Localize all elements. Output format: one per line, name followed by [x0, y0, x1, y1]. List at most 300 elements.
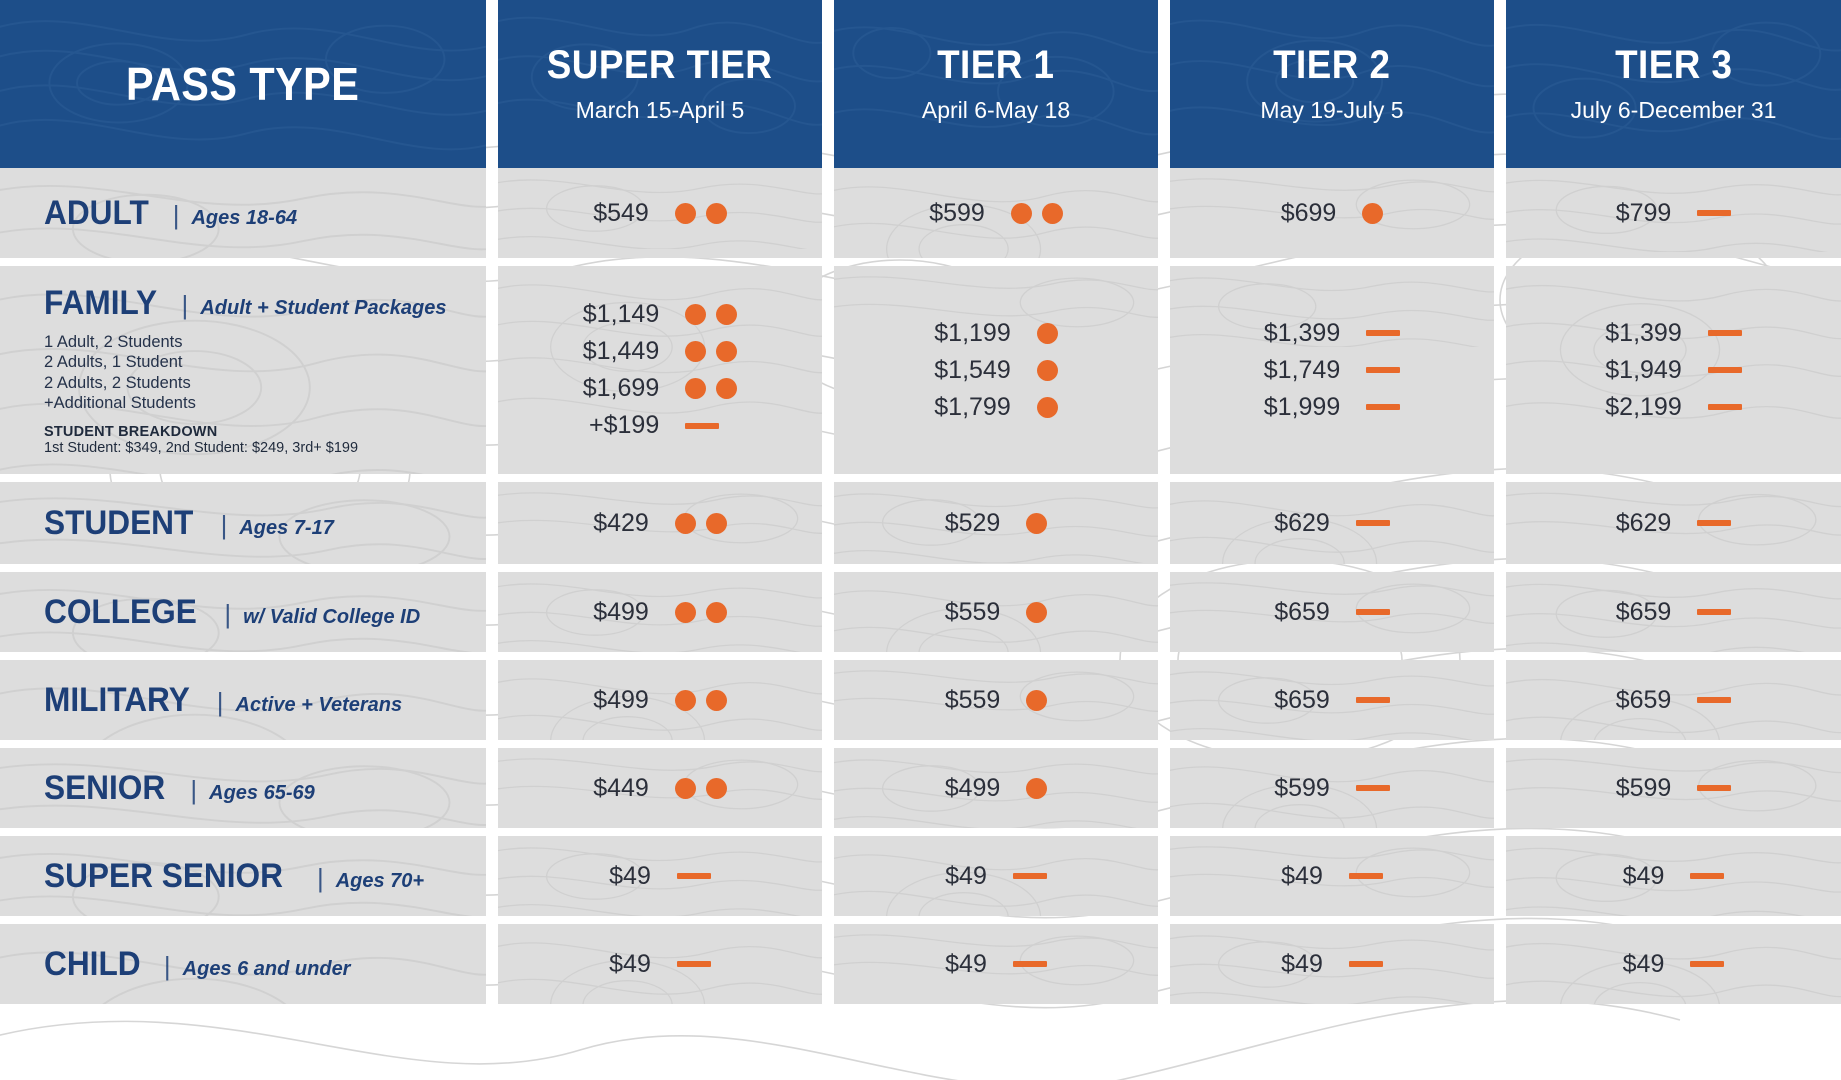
price-value: $1,949 [1605, 355, 1682, 384]
price-value: $499 [593, 685, 649, 714]
pass-type-note: Ages 70+ [335, 869, 425, 892]
price-cell-tier-2 [1164, 748, 1500, 836]
price-value: $1,699 [582, 374, 660, 402]
price-content [498, 660, 822, 740]
price-value: $1,399 [1605, 318, 1682, 347]
price-band [498, 572, 822, 652]
price-list [945, 594, 1001, 631]
marker-row [1011, 195, 1063, 232]
row-label-content [0, 660, 486, 740]
student-breakdown-text: 1st Student: $349, 2nd Student: $249, 3rd+ $199 [44, 440, 359, 457]
price-value: $529 [944, 508, 1001, 537]
price-content [1170, 168, 1494, 258]
price-band [1170, 748, 1494, 828]
availability-markers [675, 195, 727, 232]
marker-row [677, 858, 711, 895]
label-divider: | [220, 509, 228, 540]
row-label-band [0, 572, 486, 652]
price-value: $1,749 [1263, 355, 1341, 384]
dash-marker-icon [1697, 697, 1731, 703]
price-cell-tier-3 [1500, 482, 1841, 572]
dot-marker-icon [716, 378, 737, 399]
price-value: $429 [593, 508, 649, 537]
label-divider: | [181, 289, 189, 320]
column-tier-2 [1164, 0, 1500, 168]
row-label-line [44, 284, 486, 323]
price-list [945, 770, 1001, 807]
price-content [498, 168, 822, 258]
price-band [1170, 572, 1494, 652]
dash-marker-icon [1366, 367, 1400, 373]
availability-markers [675, 505, 727, 542]
row-label-cell [0, 266, 492, 482]
price-cell-tier-1 [828, 836, 1164, 924]
price-value: $49 [1281, 949, 1323, 978]
column-tier-3 [1500, 0, 1841, 168]
price-list [1274, 682, 1330, 719]
price-value: $2,199 [1605, 392, 1682, 421]
price-content [1506, 266, 1841, 474]
marker-row [1690, 946, 1724, 983]
table-row [0, 266, 1841, 482]
table-row [0, 924, 1841, 1012]
price-cell-tier-2 [1164, 924, 1500, 1012]
dot-marker-icon [685, 378, 706, 399]
availability-markers [1026, 594, 1047, 631]
price-content [498, 836, 822, 916]
row-label-cell [0, 572, 492, 660]
price-value: $1,799 [934, 392, 1011, 421]
price-value: $49 [609, 861, 651, 890]
header-dates-tier-1: April 6-May 18 [921, 96, 1071, 123]
marker-row [1366, 315, 1400, 352]
price-list [1616, 195, 1672, 232]
availability-markers [1026, 505, 1047, 542]
marker-row [1026, 770, 1047, 807]
pass-type-name: STUDENT [44, 503, 194, 542]
price-value: $799 [1615, 198, 1672, 227]
marker-row [1362, 195, 1383, 232]
price-cell-tier-2 [1164, 266, 1500, 482]
price-cell-super-tier [492, 660, 828, 748]
dot-marker-icon [716, 304, 737, 325]
row-label-band [0, 924, 486, 1004]
marker-row [685, 296, 737, 333]
availability-markers [1013, 858, 1047, 895]
package-detail-item: 2 Adults, 1 Student [44, 353, 183, 372]
dash-marker-icon [1356, 785, 1390, 791]
price-value: $629 [1615, 508, 1672, 537]
marker-row [1356, 682, 1390, 719]
availability-markers [675, 682, 727, 719]
dot-marker-icon [1026, 690, 1047, 711]
marker-row [677, 946, 711, 983]
price-content [1506, 748, 1841, 828]
marker-row [675, 505, 727, 542]
column-super-tier [492, 0, 828, 168]
price-band [834, 168, 1158, 258]
price-value: $499 [593, 597, 649, 626]
availability-markers [1013, 946, 1047, 983]
availability-markers [1349, 858, 1383, 895]
price-band [498, 482, 822, 564]
marker-row [1013, 858, 1047, 895]
price-cell-tier-1 [828, 572, 1164, 660]
price-band [498, 924, 822, 1004]
row-label-cell [0, 482, 492, 572]
availability-markers [1362, 195, 1383, 232]
price-value: $659 [1615, 597, 1672, 626]
pass-type-name: CHILD [44, 944, 141, 983]
price-value: $499 [944, 773, 1001, 802]
availability-markers [1356, 505, 1390, 542]
price-band [1170, 660, 1494, 740]
student-breakdown-title: STUDENT BREAKDOWN [44, 424, 218, 441]
dash-marker-icon [1349, 873, 1383, 879]
price-band [1506, 572, 1841, 652]
header-dates-tier-3: July 6-December 31 [1570, 96, 1777, 123]
marker-row [685, 407, 719, 444]
package-detail-item: 1 Adult, 2 Students [44, 332, 183, 351]
price-value: $699 [1280, 198, 1337, 227]
row-label-line [44, 681, 486, 720]
price-content [834, 924, 1158, 1004]
price-value: $1,999 [1263, 392, 1341, 421]
price-content [498, 748, 822, 828]
price-list [1281, 946, 1323, 983]
dot-marker-icon [706, 690, 727, 711]
dot-marker-icon [706, 203, 727, 224]
price-cell-super-tier [492, 482, 828, 572]
price-value: $599 [1274, 773, 1330, 802]
header-title-pass-type: PASS TYPE [126, 58, 360, 110]
marker-row [1037, 389, 1058, 426]
dot-marker-icon [1026, 513, 1047, 534]
row-label-band [0, 836, 486, 916]
price-content [834, 836, 1158, 916]
availability-markers [1356, 594, 1390, 631]
availability-markers [1026, 682, 1047, 719]
price-value: $1,399 [1263, 318, 1341, 347]
price-list [593, 770, 649, 807]
price-content [1170, 924, 1494, 1004]
price-list [1274, 594, 1330, 631]
price-content [498, 572, 822, 652]
availability-markers [1697, 594, 1731, 631]
price-value: $1,199 [934, 318, 1011, 347]
price-band [834, 266, 1158, 474]
availability-markers [1026, 770, 1047, 807]
price-list [1616, 682, 1672, 719]
marker-row [1356, 505, 1390, 542]
dash-marker-icon [1697, 210, 1731, 216]
price-band [498, 748, 822, 828]
row-label-content [0, 924, 486, 1004]
marker-row [1708, 315, 1742, 352]
price-cell-tier-2 [1164, 482, 1500, 572]
price-cell-tier-3 [1500, 748, 1841, 836]
price-band [498, 660, 822, 740]
row-label-line [44, 194, 486, 233]
price-list [609, 858, 651, 895]
package-detail-item: +Additional Students [44, 393, 196, 412]
table-row [0, 168, 1841, 266]
price-band [1506, 266, 1841, 474]
header-dates-tier-2: May 19-July 5 [1260, 96, 1404, 123]
price-content [834, 748, 1158, 828]
price-cell-tier-3 [1500, 836, 1841, 924]
availability-markers [675, 770, 727, 807]
price-band [1506, 836, 1841, 916]
price-value: $1,449 [582, 337, 660, 365]
price-band [834, 482, 1158, 564]
price-value: $659 [1274, 685, 1330, 714]
price-cell-tier-1 [828, 168, 1164, 266]
dot-marker-icon [1037, 360, 1058, 381]
price-list [593, 505, 649, 542]
price-cell-tier-1 [828, 924, 1164, 1012]
label-divider: | [172, 199, 180, 230]
price-content [1170, 660, 1494, 740]
price-list [945, 858, 987, 895]
table-row [0, 748, 1841, 836]
pass-type-name: SUPER SENIOR [44, 856, 283, 895]
price-content [1170, 836, 1494, 916]
price-list [1274, 505, 1330, 542]
marker-row [675, 195, 727, 232]
price-list [1281, 858, 1323, 895]
marker-row [1037, 315, 1058, 352]
availability-markers [675, 594, 727, 631]
marker-row [1356, 770, 1390, 807]
pass-type-name: ADULT [44, 193, 149, 232]
price-value: $599 [929, 198, 985, 227]
package-detail-list [44, 333, 486, 415]
price-band [1170, 266, 1494, 474]
marker-row [1697, 682, 1731, 719]
price-cell-tier-2 [1164, 572, 1500, 660]
price-band [1170, 924, 1494, 1004]
price-cell-super-tier [492, 924, 828, 1012]
pass-type-name: SENIOR [44, 768, 166, 807]
marker-row [1356, 594, 1390, 631]
price-value: $49 [1281, 861, 1323, 890]
price-content [498, 266, 822, 474]
price-cell-tier-2 [1164, 660, 1500, 748]
row-label-line [44, 857, 486, 896]
row-label-band [0, 748, 486, 828]
marker-row [1349, 858, 1383, 895]
price-list [593, 594, 649, 631]
marker-row [675, 594, 727, 631]
dash-marker-icon [677, 961, 711, 967]
price-value: $659 [1615, 685, 1672, 714]
marker-row [1026, 682, 1047, 719]
pass-type-name: MILITARY [44, 680, 190, 719]
row-label-content [0, 836, 486, 916]
price-cell-super-tier [492, 572, 828, 660]
header-dates-super-tier: March 15-April 5 [575, 96, 745, 123]
dot-marker-icon [1037, 397, 1058, 418]
dash-marker-icon [1708, 367, 1742, 373]
row-label-cell [0, 168, 492, 266]
dot-marker-icon [675, 513, 696, 534]
label-divider: | [190, 774, 198, 805]
price-cell-tier-3 [1500, 924, 1841, 1012]
dot-marker-icon [706, 602, 727, 623]
label-divider: | [316, 862, 324, 893]
price-list [1616, 594, 1672, 631]
availability-markers [1697, 505, 1731, 542]
marker-row [685, 333, 737, 370]
price-content [1170, 266, 1494, 474]
price-band [498, 836, 822, 916]
price-value: $559 [944, 597, 1001, 626]
price-list [1623, 858, 1665, 895]
availability-markers [1697, 682, 1731, 719]
marker-row [675, 770, 727, 807]
header-title-tier-3: TIER 3 [1614, 42, 1733, 87]
row-label-content [0, 266, 486, 474]
marker-row [1026, 594, 1047, 631]
price-value: $659 [1274, 597, 1330, 626]
pass-type-note: Ages 6 and under [182, 957, 351, 980]
header-title-tier-1: TIER 1 [937, 42, 1055, 87]
availability-markers [677, 946, 711, 983]
price-cell-super-tier [492, 836, 828, 924]
price-value: $49 [609, 949, 651, 978]
price-value: $1,149 [582, 300, 660, 328]
marker-row [1366, 352, 1400, 389]
price-content [1506, 572, 1841, 652]
availability-markers [1011, 195, 1063, 232]
availability-markers [1349, 946, 1383, 983]
availability-markers [1356, 770, 1390, 807]
row-label-content [0, 748, 486, 828]
package-detail-item: 2 Adults, 2 Students [44, 373, 191, 392]
dash-marker-icon [1356, 609, 1390, 615]
dot-marker-icon [716, 341, 737, 362]
price-value: $49 [945, 949, 987, 978]
price-content [498, 482, 822, 564]
table-row [0, 660, 1841, 748]
dash-marker-icon [1366, 404, 1400, 410]
price-cell-tier-3 [1500, 660, 1841, 748]
label-divider: | [163, 950, 171, 981]
price-list [1264, 315, 1340, 426]
dot-marker-icon [706, 513, 727, 534]
price-content [1506, 924, 1841, 1004]
marker-row [1349, 946, 1383, 983]
header-cell-tier-1 [834, 0, 1158, 168]
row-label-content [0, 482, 486, 564]
row-label-cell [0, 748, 492, 836]
marker-row [1697, 195, 1731, 232]
header-cell-pass-type [0, 0, 486, 168]
price-value: $599 [1615, 773, 1672, 802]
price-value: $49 [1622, 861, 1665, 890]
dot-marker-icon [706, 778, 727, 799]
dot-marker-icon [1026, 778, 1047, 799]
row-label-band [0, 266, 486, 474]
price-content [1170, 572, 1494, 652]
table-header-row [0, 0, 1841, 168]
pass-type-note: Ages 7-17 [239, 516, 334, 539]
price-cell-tier-2 [1164, 168, 1500, 266]
price-list [945, 946, 987, 983]
price-cell-tier-1 [828, 660, 1164, 748]
table-row [0, 836, 1841, 924]
marker-row [1037, 352, 1058, 389]
price-value: $629 [1274, 508, 1330, 537]
availability-markers [1356, 682, 1390, 719]
marker-row [1026, 505, 1047, 542]
dash-marker-icon [677, 873, 711, 879]
price-list [1623, 946, 1665, 983]
dash-marker-icon [1690, 873, 1724, 879]
row-label-line [44, 945, 486, 984]
marker-row [1697, 770, 1731, 807]
dot-marker-icon [1362, 203, 1383, 224]
availability-markers [1690, 946, 1724, 983]
availability-markers [1037, 315, 1058, 426]
price-content [834, 572, 1158, 652]
marker-row [685, 370, 737, 407]
marker-row [1708, 352, 1742, 389]
price-band [834, 660, 1158, 740]
price-content [498, 924, 822, 1004]
price-list [583, 296, 659, 444]
price-content [834, 482, 1158, 564]
row-label-line [44, 504, 486, 543]
dash-marker-icon [1013, 961, 1047, 967]
dot-marker-icon [675, 203, 696, 224]
price-cell-super-tier [492, 168, 828, 266]
row-label-band [0, 168, 486, 258]
price-value: $1,549 [934, 355, 1011, 384]
column-pass-type [0, 0, 492, 168]
pass-type-name: FAMILY [44, 283, 158, 322]
availability-markers [1690, 858, 1724, 895]
dot-marker-icon [1026, 602, 1047, 623]
price-list [593, 195, 649, 232]
dash-marker-icon [1356, 520, 1390, 526]
price-content [834, 168, 1158, 258]
price-band [1170, 836, 1494, 916]
price-band [1506, 168, 1841, 258]
dash-marker-icon [1697, 520, 1731, 526]
price-list [1616, 505, 1672, 542]
price-list [1605, 315, 1681, 426]
price-content [834, 266, 1158, 474]
dash-marker-icon [1349, 961, 1383, 967]
header-title-tier-2: TIER 2 [1273, 42, 1391, 87]
dash-marker-icon [1697, 785, 1731, 791]
header-cell-tier-3 [1506, 0, 1841, 168]
pass-type-name: COLLEGE [44, 592, 197, 631]
price-band [498, 168, 822, 258]
price-list [1281, 195, 1337, 232]
price-band [834, 572, 1158, 652]
marker-row [1708, 389, 1742, 426]
price-band [498, 266, 822, 474]
price-content [1506, 660, 1841, 740]
price-cell-tier-3 [1500, 168, 1841, 266]
header-cell-super-tier [498, 0, 822, 168]
price-list [945, 682, 1001, 719]
pass-type-note: w/ Valid College ID [243, 605, 421, 628]
price-cell-tier-2 [1164, 836, 1500, 924]
